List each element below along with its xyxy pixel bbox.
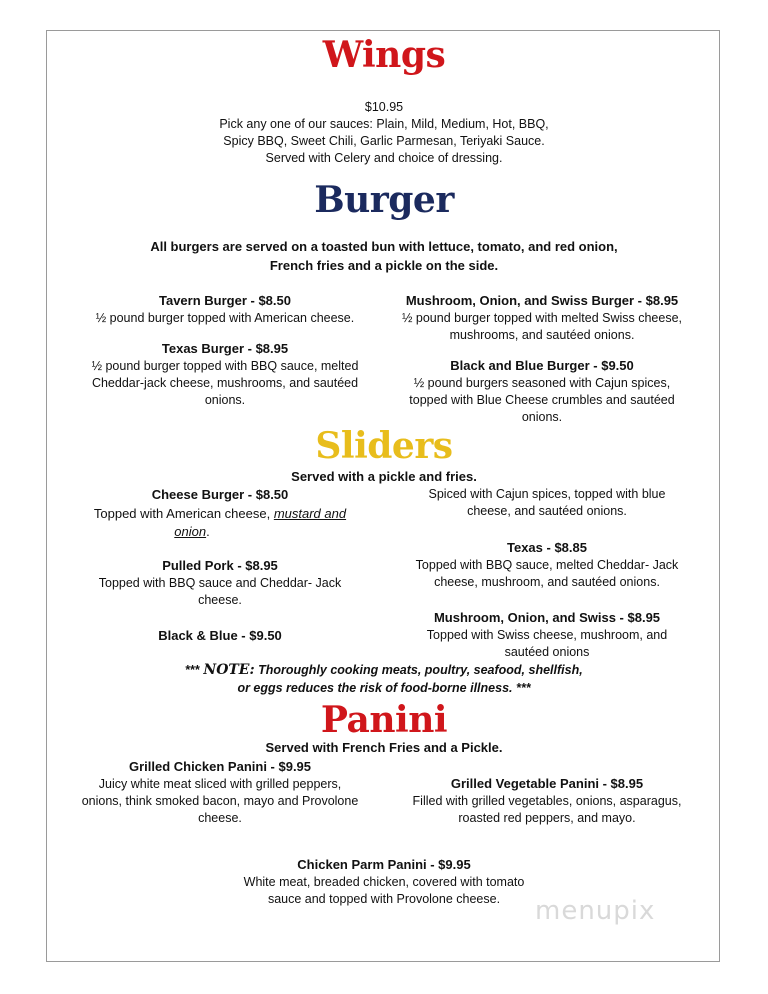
food-safety-note-line2: or eggs reduces the risk of food-borne illness. *** (237, 681, 531, 695)
item-desc: topped with Blue Cheese crumbles and sautéed (409, 393, 675, 407)
wings-heading: Wings (322, 34, 446, 76)
menu-item-mushroom-swiss-slider (392, 609, 702, 661)
item-title: Grilled Vegetable Panini - $8.95 (450, 776, 644, 791)
item-desc: White meat, breaded chicken, covered with tomato (243, 875, 525, 889)
item-title: Chicken Parm Panini - $9.95 (297, 857, 471, 872)
item-desc-text: . (206, 524, 210, 539)
item-desc: Filled with grilled vegetables, onions, asparagus, (412, 794, 682, 808)
item-title: Mushroom, Onion, and Swiss Burger - $8.95 (405, 293, 679, 308)
note-label: NOTE: (203, 662, 255, 678)
item-desc: sauce and topped with Provolone cheese. (267, 892, 501, 906)
item-desc: cheese. (198, 593, 242, 607)
note-text: Thoroughly cooking meats, poultry, seafood, shellfish, (254, 663, 583, 677)
item-desc: Spiced with Cajun spices, topped with blue (428, 487, 666, 501)
item-desc: ½ pound burger topped with American cheese. (95, 311, 355, 325)
wings-desc-line: Pick any one of our sauces: Plain, Mild, Medium, Hot, BBQ, (219, 117, 549, 131)
menu-item-chicken-parm-panini (234, 856, 534, 908)
menu-item-grilled-chicken-panini (66, 758, 374, 827)
item-desc (70, 523, 370, 541)
note-prefix: *** (185, 663, 204, 677)
item-desc-text: Topped with American cheese, (93, 506, 274, 521)
item-desc: onions. (521, 410, 563, 424)
item-title: Grilled Chicken Panini - $9.95 (128, 759, 312, 774)
item-desc: onions. (204, 393, 246, 407)
item-desc: cheese. (198, 811, 242, 825)
wings-price: $10.95 (364, 100, 404, 114)
item-desc-underlined: mustard and (273, 506, 347, 521)
menu-item-texas-burger (70, 340, 380, 409)
menu-item-pulled-pork-slider (70, 557, 370, 609)
item-desc: Topped with BBQ sauce and Cheddar- Jack (98, 576, 342, 590)
item-desc: Juicy white meat sliced with grilled peppers, (98, 777, 342, 791)
menu-item-texas-slider (392, 539, 702, 591)
burger-intro: French fries and a pickle on the side. (269, 258, 499, 273)
item-title: Black & Blue - $9.50 (158, 628, 282, 643)
wings-desc-line: Served with Celery and choice of dressing. (265, 151, 503, 165)
item-desc: roasted red peppers, and mayo. (458, 811, 636, 825)
burger-intro: All burgers are served on a toasted bun with lettuce, tomato, and red onion, (150, 239, 618, 254)
item-title: Tavern Burger - $8.50 (159, 293, 291, 308)
item-title: Black and Blue Burger - $9.50 (450, 358, 634, 373)
item-desc: cheese, and sautéed onions. (467, 504, 627, 518)
food-safety-note (0, 661, 768, 679)
item-desc: ½ pound burger topped with BBQ sauce, melted (91, 359, 359, 373)
menu-item-mushroom-swiss-burger (384, 292, 700, 344)
burger-heading: Burger (314, 179, 454, 221)
item-title: Texas - $8.85 (507, 540, 587, 555)
wings-desc-line: Spicy BBQ, Sweet Chili, Garlic Parmesan, Teriyaki Sauce. (223, 134, 545, 148)
item-desc-underlined: onion (174, 524, 207, 539)
menu-item-black-blue-burger (384, 357, 700, 426)
item-desc: cheese, mushroom, and sautéed onions. (434, 575, 660, 589)
sliders-heading: Sliders (315, 425, 453, 467)
panini-intro: Served with French Fries and a Pickle. (265, 740, 503, 755)
item-desc: Cheddar-jack cheese, mushrooms, and sautéed (91, 376, 359, 390)
item-title: Cheese Burger - $8.50 (151, 487, 289, 502)
item-desc: ½ pound burger topped with melted Swiss cheese, (401, 311, 683, 325)
menu-item-tavern-burger (70, 292, 380, 327)
sliders-intro: Served with a pickle and fries. (291, 469, 477, 484)
item-desc: Topped with BBQ sauce, melted Cheddar- Jack (415, 558, 679, 572)
black-blue-slider-desc (392, 486, 702, 520)
item-desc (70, 505, 370, 523)
item-desc: onions, think smoked bacon, mayo and Provolone (81, 794, 359, 808)
panini-heading: Panini (320, 699, 448, 741)
item-title: Texas Burger - $8.95 (161, 341, 289, 356)
item-title: Pulled Pork - $8.95 (162, 558, 278, 573)
menu-item-black-blue-slider (70, 627, 370, 645)
item-desc: ½ pound burgers seasoned with Cajun spices, (413, 376, 671, 390)
menu-item-grilled-vegetable-panini (392, 775, 702, 827)
menu-item-cheese-burger-slider (70, 486, 370, 541)
item-desc: mushrooms, and sautéed onions. (449, 328, 635, 342)
item-title: Mushroom, Onion, and Swiss - $8.95 (433, 610, 661, 625)
menupix-watermark: menupix (535, 896, 656, 926)
item-desc: sautéed onions (504, 645, 590, 659)
item-desc: Topped with Swiss cheese, mushroom, and (426, 628, 668, 642)
